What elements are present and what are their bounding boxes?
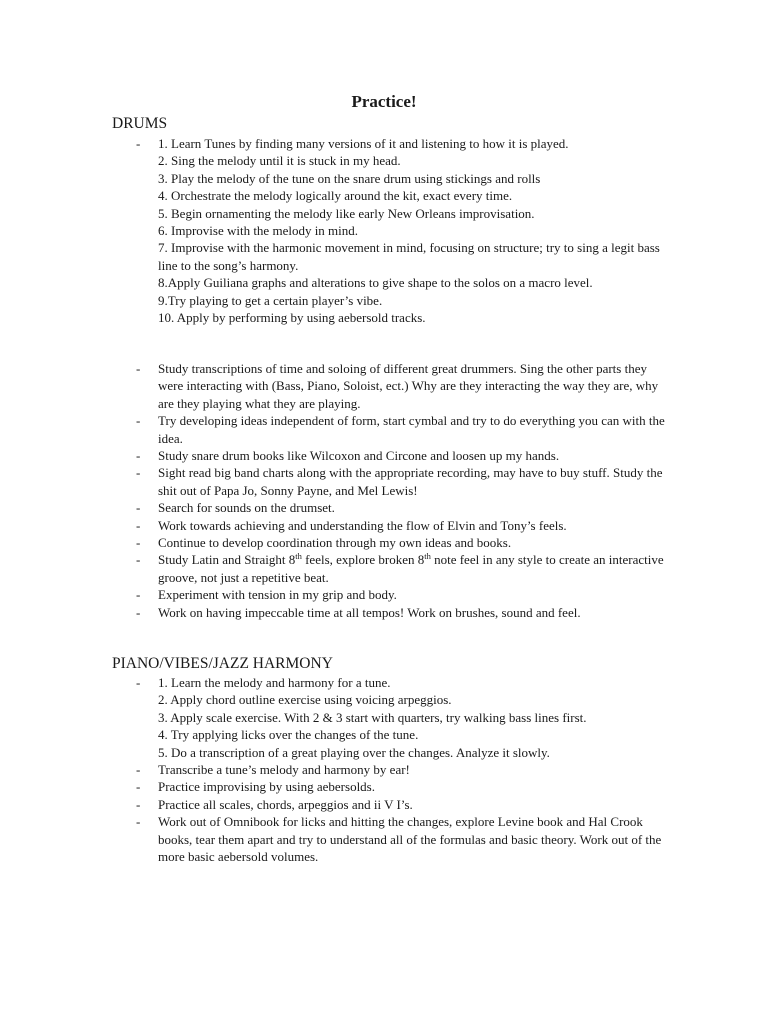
latin-sup-1: th bbox=[295, 551, 302, 562]
drums-step-8: 8.Apply Guiliana graphs and alterations to give shape to the solos on a macro level. bbox=[158, 275, 593, 291]
drums-step-5: 5. Begin ornamenting the melody like early New Orleans improvisation. bbox=[158, 205, 535, 221]
drums-step-6: 6. Improvise with the melody in mind. bbox=[158, 223, 359, 239]
list-item: - Continue to develop coordination through my own ideas and books. bbox=[112, 534, 672, 551]
list-item: - Practice all scales, chords, arpeggios and ii V I’s. bbox=[112, 796, 672, 813]
piano-step-5: 5. Do a transcription of a great playing over the changes. Analyze it slowly. bbox=[158, 744, 550, 760]
list-item: - Try developing ideas independent of form, start cymbal and try to do everything you can with the idea. bbox=[112, 412, 672, 447]
list-item: - Work out of Omnibook for licks and hitting the changes, explore Levine book and Hal Crook books, tear them apart and try to understand all of the formulas and basic theory. Work out of the more basic aebersold volumes. bbox=[112, 813, 672, 865]
latin-text-3: note feel in any style to create an interactive groove, not just a repetitive beat. bbox=[158, 552, 664, 585]
drums-step-1: - 1. Learn Tunes by finding many versions of it and listening to how it is played. bbox=[158, 136, 569, 151]
piano-step-3: 3. Apply scale exercise. With 2 & 3 start with quarters, try walking bass lines first. bbox=[158, 709, 587, 725]
list-item: - Work on having impeccable time at all tempos! Work on brushes, sound and feel. bbox=[112, 604, 672, 621]
drums-bullet-list bbox=[112, 360, 672, 621]
piano-step-1: - 1. Learn the melody and harmony for a tune. bbox=[158, 675, 391, 690]
drums-step-3: 3. Play the melody of the tune on the snare drum using stickings and rolls bbox=[158, 170, 541, 186]
drums-step-4: 4. Orchestrate the melody logically around the kit, exact every time. bbox=[158, 188, 513, 204]
list-item: - Search for sounds on the drumset. bbox=[112, 499, 672, 516]
latin-sup-2: th bbox=[424, 551, 431, 562]
list-item bbox=[112, 551, 672, 586]
list-item: - Study snare drum books like Wilcoxon and Circone and loosen up my hands. bbox=[112, 447, 672, 464]
piano-heading: PIANO/VIBES/JAZZ HARMONY bbox=[112, 655, 333, 672]
list-item bbox=[112, 135, 672, 326]
latin-text-2: feels, explore broken 8 bbox=[301, 552, 425, 568]
drums-step-7: 7. Improvise with the harmonic movement in mind, focusing on structure; try to sing a legit bass line to the song’s harmony. bbox=[158, 240, 660, 273]
piano-step-4: 4. Try applying licks over the changes of the tune. bbox=[158, 727, 419, 743]
drums-step-10: 10. Apply by performing by using aebersold tracks. bbox=[158, 310, 426, 326]
drums-step-9: 9.Try playing to get a certain player’s vibe. bbox=[158, 292, 383, 308]
list-item: - Work towards achieving and understanding the flow of Elvin and Tony’s feels. bbox=[112, 517, 672, 534]
drums-heading: DRUMS bbox=[112, 115, 168, 132]
list-item: - Practice improvising by using aebersolds. bbox=[112, 778, 672, 795]
list-item bbox=[112, 674, 672, 761]
drums-step-2: 2. Sing the melody until it is stuck in my head. bbox=[158, 153, 401, 169]
page-title: Practice! bbox=[351, 92, 417, 111]
piano-numbered-list bbox=[112, 674, 672, 865]
list-item: - Transcribe a tune’s melody and harmony by ear! bbox=[112, 761, 672, 778]
piano-step-2: 2. Apply chord outline exercise using voicing arpeggios. bbox=[158, 692, 452, 708]
drums-numbered-list bbox=[112, 135, 672, 326]
list-item: - Sight read big band charts along with the appropriate recording, may have to buy stuff. Study the shit out of Papa Jo, Sonny Payne, and Mel Lewis! bbox=[112, 464, 672, 499]
list-item: - Study transcriptions of time and soloing of different great drummers. Sing the other parts they were interacting with (Bass, Piano, Soloist, ect.) Why are they interacting the way they are, why are they playing what they are playing. bbox=[112, 360, 672, 412]
list-item: - Experiment with tension in my grip and body. bbox=[112, 586, 672, 603]
latin-text-1: Study Latin and Straight 8 bbox=[158, 552, 296, 568]
